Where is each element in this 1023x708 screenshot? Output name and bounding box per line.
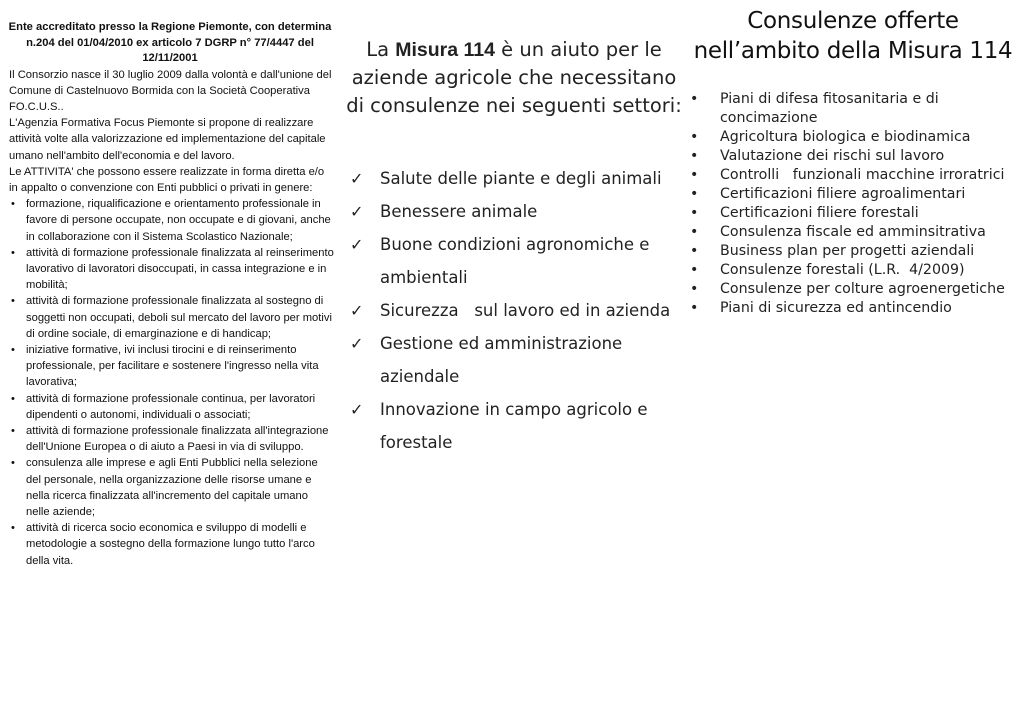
checkmark-icon: ✓ xyxy=(350,334,364,353)
list-item xyxy=(346,393,682,459)
checkmark-icon: ✓ xyxy=(350,169,364,188)
intro-suffix: è un aiuto per le aziende agricole che necessitano di consulenze nei seguenti settori: xyxy=(346,38,682,117)
consulting-list xyxy=(686,90,1020,318)
list-item: • Valutazione dei rischi sul lavoro xyxy=(686,147,1020,166)
list-item-label: Gestione ed amministrazione aziendale xyxy=(380,334,623,386)
list-item: • formazione, riqualificazione e orientamento professionale in favore di persone occupate, non occupate e di giovani, anche in collaborazione con il Sistema Scolastico Nazionale; xyxy=(9,196,334,245)
list-item: • Agricoltura biologica e biodinamica xyxy=(686,128,1020,147)
list-item: • attività di formazione professionale finalizzata al sostegno di soggetti non occupati, deboli sul mercato del lavoro per motivi di ordine sociale, di emarginazione e di handicap; xyxy=(9,293,334,342)
list-item: • Controlli funzionali macchine irroratrici xyxy=(686,166,1020,185)
measure-intro xyxy=(346,36,682,120)
list-item: • Piani di sicurezza ed antincendio xyxy=(686,299,1020,318)
list-item: • attività di formazione professionale finalizzata al reinserimento lavorativo di lavoratori disoccupati, in cassa integrazione e in mobilità; xyxy=(9,245,334,294)
list-item: • attività di formazione professionale continua, per lavoratori dipendenti o autonomi, individuali o associati; xyxy=(9,391,334,423)
list-item-label: Salute delle piante e degli animali xyxy=(380,169,662,188)
list-item-label: Sicurezza sul lavoro ed in azienda xyxy=(380,301,671,320)
measure-name: Misura 114 xyxy=(395,39,495,61)
list-item xyxy=(346,327,682,393)
left-column xyxy=(6,20,334,569)
list-item: • Certificazioni filiere agroalimentari xyxy=(686,185,1020,204)
list-item: • consulenza alle imprese e agli Enti Pubblici nella selezione del personale, nella organizzazione delle risorse umane e nella ricerca finalizzata all'incremento del capitale umano nelle aziende; xyxy=(9,455,334,520)
right-column xyxy=(686,6,1020,318)
mission-paragraph: L'Agenzia Formativa Focus Piemonte si propone di realizzare attività volte alla valorizzazione ed implementazione del capitale umano nell'ambito dell'economia e del lavoro. xyxy=(9,117,326,162)
list-item xyxy=(346,195,682,228)
intro-paragraph: Il Consorzio nasce il 30 luglio 2009 dalla volontà e dall'unione del Comune di Castelnuovo Bormida con la Società Cooperativa FO.C.U.S.. xyxy=(9,68,332,113)
checkmark-icon: ✓ xyxy=(350,400,364,419)
list-item: • attività di formazione professionale finalizzata all'integrazione dell'Unione Europea o di aiuto a Paesi in via di sviluppo. xyxy=(9,423,334,455)
list-item: • Piani di difesa fitosanitaria e di concimazione xyxy=(686,90,1020,128)
list-item: • Business plan per progetti aziendali xyxy=(686,242,1020,261)
list-item xyxy=(346,294,682,327)
list-item-label: Buone condizioni agronomiche e ambientali xyxy=(380,235,650,287)
list-item: • Consulenza fiscale ed amminsitrativa xyxy=(686,223,1020,242)
accreditation-heading: Ente accreditato presso la Regione Piemonte, con determina n.204 del 01/04/2010 ex articolo 7 DGRP n° 77/4447 del 12/11/2001 xyxy=(8,21,332,64)
list-item xyxy=(346,228,682,294)
consulting-title: Consulenze offerte nell’ambito della Misura 114 xyxy=(693,8,1013,64)
list-item-label: Innovazione in campo agricolo e forestale xyxy=(380,400,648,452)
list-item: • Consulenze per colture agroenergetiche xyxy=(686,280,1020,299)
checkmark-icon: ✓ xyxy=(350,235,364,254)
checkmark-icon: ✓ xyxy=(350,202,364,221)
checkmark-icon: ✓ xyxy=(350,301,364,320)
list-item xyxy=(346,162,682,195)
sectors-list xyxy=(346,162,682,459)
activities-paragraph: Le ATTIVITA' che possono essere realizzate in forma diretta e/o in appalto o convenzione con Enti pubblici o privati in genere: xyxy=(9,165,325,194)
list-item: • Consulenze forestali (L.R. 4/2009) xyxy=(686,261,1020,280)
list-item-label: Benessere animale xyxy=(380,202,538,221)
middle-column xyxy=(346,36,682,459)
activities-list xyxy=(6,196,334,569)
list-item: • attività di ricerca socio economica e sviluppo di modelli e metodologie a sostegno della formazione lungo tutto l'arco della vita. xyxy=(9,520,334,569)
list-item: • iniziative formative, ivi inclusi tirocini e di reinserimento professionale, per facilitare e sostenere l'ingresso nella vita lavorativa; xyxy=(9,342,334,391)
intro-prefix: La xyxy=(366,38,396,61)
list-item: • Certificazioni filiere forestali xyxy=(686,204,1020,223)
